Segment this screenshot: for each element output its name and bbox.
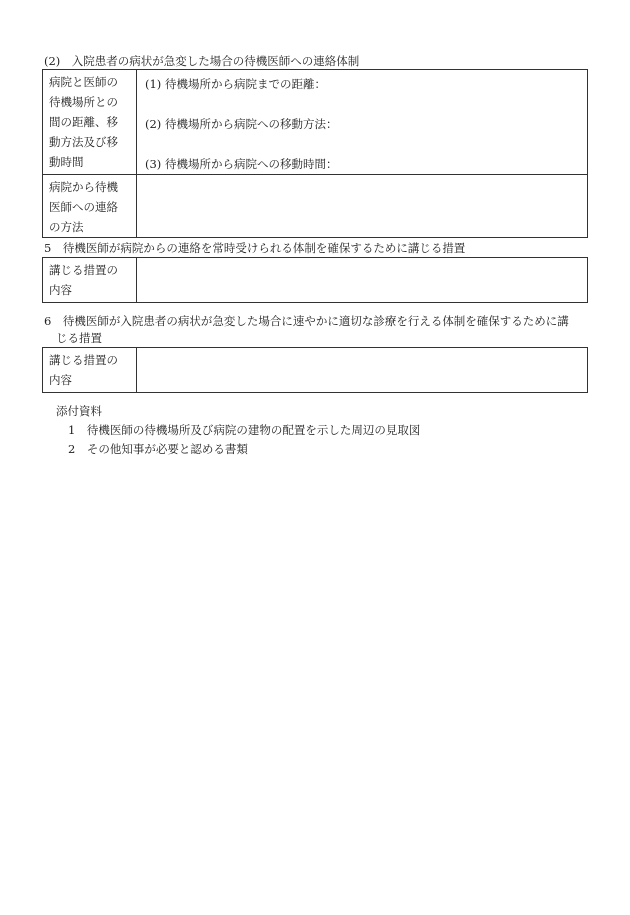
section-2-table — [42, 69, 588, 238]
section-5-heading: 5 待機医師が病院からの連絡を常時受けられる体制を確保するために講じる措置 — [44, 241, 466, 255]
table-row — [43, 70, 588, 175]
section-5-table — [42, 257, 588, 303]
distance-item: (1) 待機場所から病院までの距離： — [145, 77, 326, 91]
table-row — [43, 175, 588, 238]
contact-method-field[interactable] — [137, 175, 588, 238]
attachments-title: 添付資料 — [56, 404, 102, 418]
travel-method-item: (2) 待機場所から病院への移動方法： — [145, 117, 338, 131]
section-5-measure-field[interactable] — [137, 258, 588, 303]
section-6-heading-cont: じる措置 — [56, 331, 102, 345]
section-6-measure-field[interactable] — [137, 348, 588, 393]
section-6-table — [42, 347, 588, 393]
section-6-heading: 6 待機医師が入院患者の病状が急変した場合に速やかに適切な診療を行える体制を確保するために講 — [44, 314, 569, 328]
attachment-item: 2 その他知事が必要と認める書類 — [68, 442, 248, 456]
section-2-heading: (2) 入院患者の病状が急変した場合の待機医師への連絡体制 — [44, 54, 360, 68]
distance-details — [137, 70, 588, 175]
contact-method-label: 病院から待機 医師への連絡 の方法 — [43, 175, 137, 238]
table-row — [43, 348, 588, 393]
table-row — [43, 258, 588, 303]
attachment-item: 1 待機医師の待機場所及び病院の建物の配置を示した周辺の見取図 — [68, 423, 421, 437]
section-6-measure-label: 講じる措置の 内容 — [43, 348, 137, 393]
travel-time-item: (3) 待機場所から病院への移動時間： — [145, 157, 338, 171]
section-5-measure-label: 講じる措置の 内容 — [43, 258, 137, 303]
distance-label: 病院と医師の 待機場所との 間の距離、移 動方法及び移 動時間 — [43, 70, 137, 175]
